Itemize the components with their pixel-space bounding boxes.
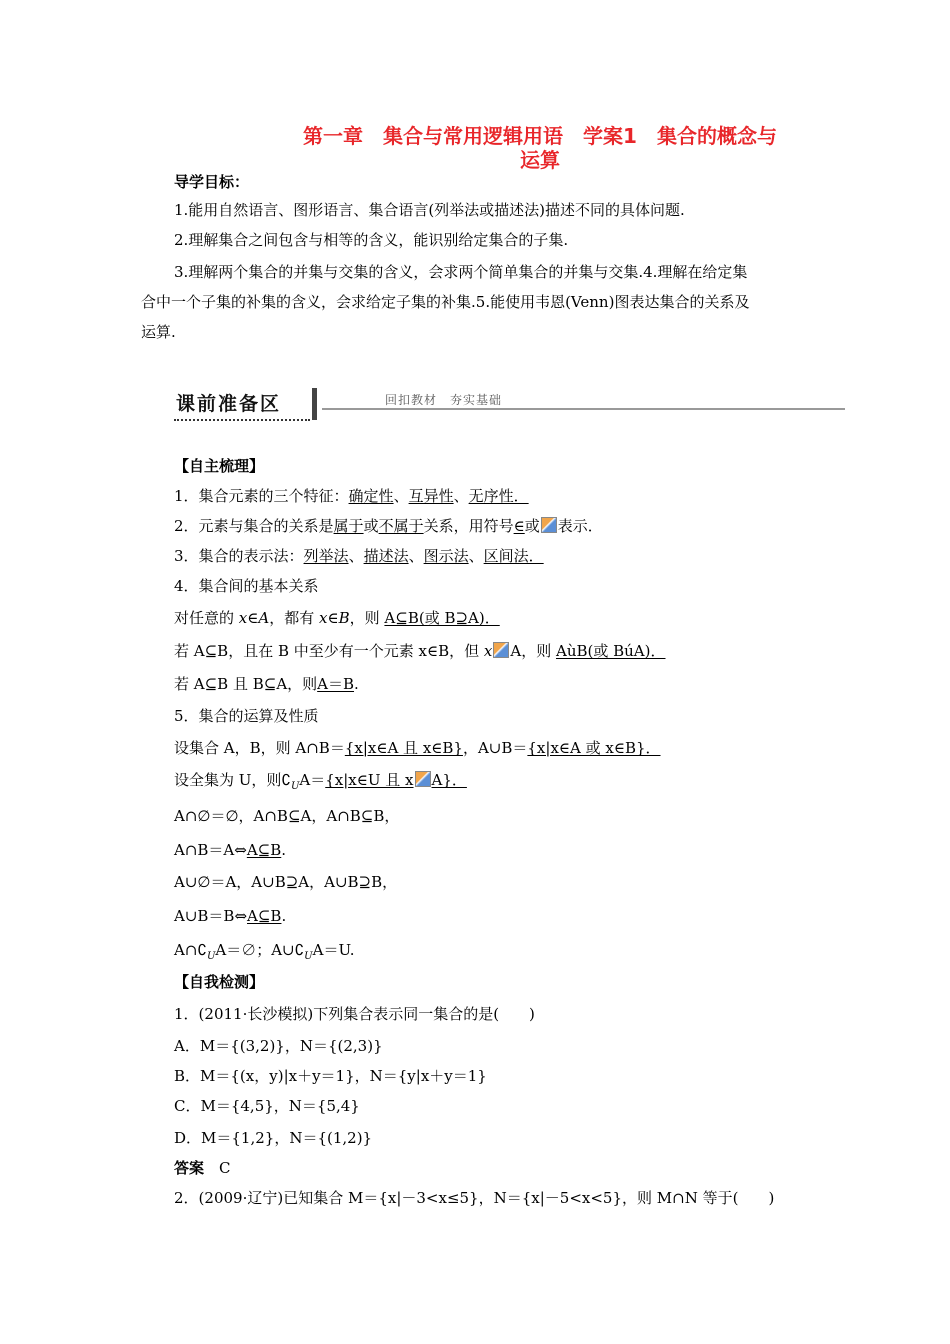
review-item-5-1 xyxy=(174,738,661,758)
text: A＝U. xyxy=(312,941,355,959)
formula-5 xyxy=(174,940,354,967)
answer-value: C xyxy=(219,1159,231,1177)
text: 表示． xyxy=(557,517,603,535)
answer-blank: {x|x∈A 或 x∈B}． xyxy=(527,739,661,757)
formula-4: A∪B＝B⇔A⊆B. xyxy=(174,907,287,925)
not-element-of-icon xyxy=(415,771,431,787)
review-item-5: 5．集合的运算及性质 xyxy=(174,707,319,725)
question-1-answer xyxy=(174,1158,231,1178)
text: 或 xyxy=(363,517,379,535)
question-1-option-a: A．M＝{(3,2)}，N＝{(2,3)} xyxy=(174,1037,383,1055)
answer-label: 答案 xyxy=(174,1159,205,1177)
text: A∩∁ xyxy=(174,941,207,959)
objective-3-line1: 3.理解两个集合的并集与交集的含义，会求两个简单集合的并集与交集.4.理解在给定集 xyxy=(174,263,748,281)
text: ，则 xyxy=(349,609,380,627)
banner-divider xyxy=(312,388,317,420)
answer-blank: {x|x∈A 且 x∈B} xyxy=(344,739,463,757)
text: 或 xyxy=(524,517,540,535)
text: 3．集合的表示法： xyxy=(174,547,304,565)
question-2: 2．(2009·辽宁)已知集合 M＝{x|－3<x≤5}，N＝{x|－5<x<5}，则 M∩N 等于( ) xyxy=(174,1189,775,1207)
text: 设全集为 U，则∁ xyxy=(174,771,291,789)
banner-subtitle: 回扣教材 夯实基础 xyxy=(385,393,503,407)
text: 对任意的 xyxy=(174,609,235,627)
answer-blank: 确定性 xyxy=(348,487,394,505)
answer-blank: 属于 xyxy=(333,517,364,535)
answer-blank: 区间法． xyxy=(483,547,544,565)
text: 设集合 A，B，则 A∩B＝ xyxy=(174,739,345,757)
text: U xyxy=(206,951,216,962)
formula-1: A∩∅＝∅，A∩B⊆A，A∩B⊆B， xyxy=(174,807,400,825)
answer-blank: A⊆B xyxy=(247,907,282,925)
objective-1: 1.能用自然语言、图形语言、集合语言(列举法或描述法)描述不同的具体问题. xyxy=(174,201,685,219)
answer-blank xyxy=(325,771,467,789)
review-item-2 xyxy=(174,516,603,536)
text: A∩B＝A⇔ xyxy=(174,841,247,859)
text: {x|x∈U 且 x xyxy=(325,771,414,789)
banner-label: 课前准备区 xyxy=(176,390,306,418)
text: ，都有 xyxy=(269,609,315,627)
review-heading: 【自主梳理】 xyxy=(174,457,265,475)
review-item-5-2 xyxy=(174,770,467,797)
answer-blank: ∈ xyxy=(513,517,525,535)
section-banner xyxy=(170,386,845,422)
question-1-option-c: C．M＝{4,5}，N＝{5,4} xyxy=(174,1097,360,1115)
objective-3-line3: 运算. xyxy=(141,323,176,341)
chapter-title-line1: 第一章 集合与常用逻辑用语 学案1 集合的概念与 xyxy=(303,124,777,148)
formula-2: A∩B＝A⇔A⊆B. xyxy=(174,841,287,859)
answer-blank: A⊆B(或 B⊇A)． xyxy=(384,609,500,627)
text: 1．集合元素的三个特征： xyxy=(174,487,349,505)
objective-2: 2.理解集合之间包含与相等的含义，能识别给定集合的子集. xyxy=(174,231,569,249)
review-item-3: 3．集合的表示法：列举法、描述法、图示法、区间法． xyxy=(174,547,544,565)
answer-blank: A⊆B xyxy=(246,841,282,859)
answer-blank: 互异性 xyxy=(408,487,454,505)
not-element-of-icon xyxy=(541,517,557,533)
question-1: 1．(2011·长沙模拟)下列集合表示同一集合的是( ) xyxy=(174,1005,535,1023)
question-1-option-b: B．M＝{(x，y)|x＋y＝1}，N＝{y|x＋y＝1} xyxy=(174,1067,487,1085)
text: U xyxy=(290,781,300,792)
objective-3-line2: 合中一个子集的补集的含义，会求给定子集的补集.5.能使用韦恩(Venn)图表达集合的关系及 xyxy=(141,293,750,311)
review-item-4: 4．集合间的基本关系 xyxy=(174,577,319,595)
answer-blank: 无序性． xyxy=(468,487,529,505)
text: 若 A⊆B，且在 B 中至少有一个元素 x∈B，但 xyxy=(174,642,480,660)
text: U xyxy=(304,951,313,962)
text: ，A∪B＝ xyxy=(462,739,528,757)
answer-blank: AùB(或 BúA)． xyxy=(555,642,666,660)
review-item-4-2: 若 A⊆B，且在 B 中至少有一个元素 x∈B，但 x A，则 AùB(或 BúA)． xyxy=(174,642,666,660)
formula-3: A∪∅＝A，A∪B⊇A，A∪B⊇B， xyxy=(174,873,398,891)
answer-blank: 列举法 xyxy=(303,547,349,565)
answer-blank: 不属于 xyxy=(378,517,424,535)
selftest-heading: 【自我检测】 xyxy=(174,973,265,991)
text: A＝ xyxy=(299,771,326,789)
text: A，则 xyxy=(510,642,552,660)
objectives-heading: 导学目标： xyxy=(174,173,250,191)
review-item-1: 1．集合元素的三个特征：确定性、互异性、无序性． xyxy=(174,487,529,505)
text: 若 A⊆B 且 B⊆A，则 xyxy=(174,675,318,693)
answer-blank: 描述法 xyxy=(363,547,409,565)
chapter-title-line2: 运算 xyxy=(520,148,560,172)
answer-blank: 图示法 xyxy=(423,547,469,565)
review-item-4-3: 若 A⊆B 且 B⊆A，则A＝B. xyxy=(174,675,359,693)
text: 关系，用符号 xyxy=(423,517,514,535)
text: A}． xyxy=(431,771,467,789)
answer-blank: A＝B xyxy=(317,675,355,693)
banner-rule xyxy=(322,408,845,410)
question-1-option-d: D．M＝{1,2}，N＝{(1,2)} xyxy=(174,1129,373,1147)
text: A＝∅；A∪∁ xyxy=(215,941,305,959)
review-item-4-1: 对任意的 x∈A，都有 x∈B，则 A⊆B(或 B⊇A)． xyxy=(174,609,500,627)
text: 2．元素与集合的关系是 xyxy=(174,517,334,535)
not-element-of-icon xyxy=(493,642,509,658)
text: A∪B＝B⇔ xyxy=(174,907,248,925)
